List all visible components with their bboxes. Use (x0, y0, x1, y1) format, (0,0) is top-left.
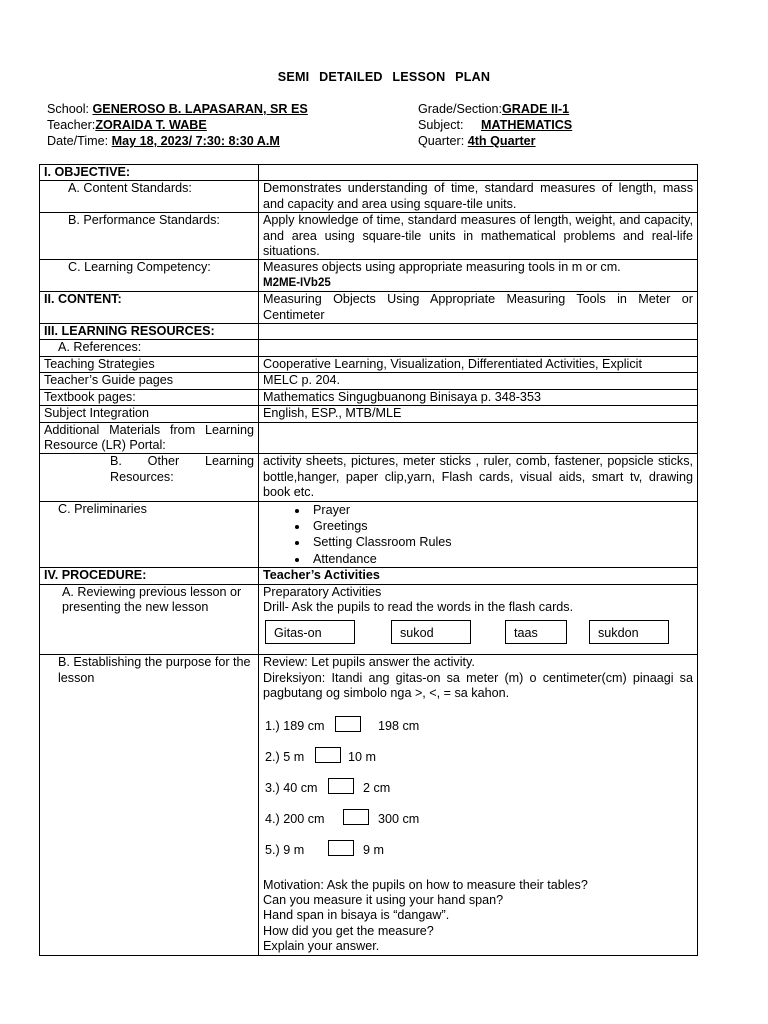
table-row (40, 584, 698, 655)
comparison-left: 2.) 5 m (265, 749, 305, 764)
establishing-label: B. Establishing the purpose for the lesson (40, 655, 259, 955)
subject-label: Subject: (418, 118, 464, 132)
reviewing-cell (259, 584, 698, 655)
table-row (40, 422, 698, 454)
flash-card: sukod (391, 620, 471, 644)
teacher-value: ZORAIDA T. WABE (95, 118, 207, 132)
table-row (40, 165, 698, 181)
motivation-line: How did you get the measure? (263, 923, 434, 938)
empty-cell (259, 340, 698, 356)
table-row (40, 260, 698, 292)
content-standards-text: Demonstrates understanding of time, standard measures of length, mass and capacity and area using square-tile units. (259, 181, 698, 213)
table-row (40, 373, 698, 389)
table-row (40, 454, 698, 501)
tg-text: MELC p. 204. (259, 373, 698, 389)
textbook-text: Mathematics Singugbuanong Binisaya p. 348-353 (259, 389, 698, 405)
answer-box[interactable] (315, 747, 341, 763)
table-row (40, 324, 698, 340)
teacher-activities-heading: Teacher’s Activities (259, 568, 698, 584)
motivation-line: Can you measure it using your hand span? (263, 893, 504, 907)
references-label: A. References: (40, 340, 259, 356)
datetime-value: May 18, 2023/ 7:30: 8:30 A.M (111, 134, 280, 148)
resources-heading: III. LEARNING RESOURCES: (40, 324, 259, 340)
flash-card: taas (505, 620, 567, 644)
other-resources-text: activity sheets, pictures, meter sticks , ruler, comb, fastener, popsicle sticks, bottle,hanger, paper clip,yarn, Flash cards, visual aids, smart tv, drawing book etc. (259, 454, 698, 501)
integration-label: Subject Integration (40, 406, 259, 422)
learning-competency-cell (259, 260, 698, 292)
preliminaries-list (263, 502, 693, 568)
school-line (47, 101, 308, 117)
strategies-label: Teaching Strategies (40, 356, 259, 372)
answer-box[interactable] (343, 809, 369, 825)
empty-cell (259, 324, 698, 340)
comparison-item (263, 779, 693, 810)
reviewing-label: A. Reviewing previous lesson or presenting the new lesson (40, 584, 259, 655)
comparison-item (263, 748, 693, 779)
flash-card: sukdon (589, 620, 669, 644)
comparison-item (263, 717, 693, 748)
objective-heading: I. OBJECTIVE: (40, 165, 259, 181)
quarter-line (418, 133, 536, 149)
motivation-line: Motivation: Ask the pupils on how to measure their tables? (263, 877, 588, 892)
table-row (40, 181, 698, 213)
list-item: • Attendance (309, 551, 693, 567)
list-item: • Prayer (309, 502, 693, 518)
empty-cell (259, 165, 698, 181)
performance-standards-text: Apply knowledge of time, standard measures of length, weight, and capacity, and area using square-tile units in mathematical problems and real-life situations. (259, 213, 698, 260)
datetime-line (47, 133, 280, 149)
comparison-item (263, 841, 693, 872)
table-row (40, 406, 698, 422)
table-row (40, 655, 698, 955)
tg-label: Teacher’s Guide pages (40, 373, 259, 389)
motivation-line: Explain your answer. (263, 939, 380, 954)
teacher-line (47, 117, 207, 133)
comparison-right: 198 cm (378, 718, 420, 733)
answer-box[interactable] (328, 840, 354, 856)
content-text: Measuring Objects Using Appropriate Measuring Tools in Meter or Centimeter (259, 292, 698, 324)
subject-line (418, 117, 572, 133)
other-resources-label-cell (40, 454, 259, 501)
flash-card: Gitas-on (265, 620, 355, 644)
competency-code: M2ME-IVb25 (263, 276, 331, 289)
performance-standards-label: B. Performance Standards: (40, 213, 259, 260)
grade-line (418, 101, 569, 117)
grade-label: Grade/Section: (418, 102, 503, 116)
textbook-label: Textbook pages: (40, 389, 259, 405)
learning-competency-label: C. Learning Competency: (40, 260, 259, 292)
comparison-left: 4.) 200 cm (265, 811, 325, 826)
table-row (40, 213, 698, 260)
table-row (40, 356, 698, 372)
content-heading: II. CONTENT: (40, 292, 259, 324)
establishing-cell (259, 655, 698, 955)
grade-value: GRADE II-1 (502, 102, 570, 116)
datetime-label: Date/Time: (47, 134, 109, 148)
table-row (40, 568, 698, 584)
direction-text: Direksiyon: Itandi ang gitas-on sa meter (m) o centimeter(cm) pinaagi sa pagbutang og simbolo nga >, <, = sa kahon. (263, 670, 693, 701)
table-row (40, 389, 698, 405)
table-row (40, 340, 698, 356)
comparison-left: 3.) 40 cm (265, 780, 318, 795)
list-item: • Greetings (309, 518, 693, 534)
other-resources-label: B. Other Learning Resources: (110, 454, 254, 484)
school-value: GENEROSO B. LAPASARAN, SR ES (92, 102, 308, 116)
page-title: SEMI DETAILED LESSON PLAN (277, 70, 491, 84)
preparatory-activities: Preparatory Activities (263, 584, 382, 599)
drill-text: Drill- Ask the pupils to read the words in the flash cards. (263, 599, 574, 614)
comparison-left: 5.) 9 m (265, 842, 305, 857)
list-item: • Setting Classroom Rules (309, 534, 693, 550)
table-row (40, 501, 698, 568)
answer-box[interactable] (335, 716, 361, 732)
teacher-label: Teacher: (47, 118, 96, 132)
integration-text: English, ESP., MTB/MLE (259, 406, 698, 422)
comparison-left: 1.) 189 cm (265, 718, 325, 733)
quarter-value: 4th Quarter (467, 134, 536, 148)
preliminaries-label: C. Preliminaries (40, 501, 259, 568)
content-standards-label: A. Content Standards: (40, 181, 259, 213)
learning-competency-text: Measures objects using appropriate measuring tools in m or cm. (263, 260, 621, 275)
comparison-right: 300 cm (378, 811, 420, 826)
procedure-heading: IV. PROCEDURE: (40, 568, 259, 584)
review-text: Review: Let pupils answer the activity. (263, 655, 475, 670)
preliminaries-cell (259, 501, 698, 568)
answer-box[interactable] (328, 778, 354, 794)
strategies-text: Cooperative Learning, Visualization, Differentiated Activities, Explicit (259, 356, 698, 372)
additional-label: Additional Materials from Learning Resource (LR) Portal: (40, 422, 259, 454)
comparison-item (263, 810, 693, 841)
flash-cards (263, 620, 693, 646)
table-row (40, 292, 698, 324)
lesson-plan-table (39, 164, 698, 956)
quarter-label: Quarter: (418, 134, 465, 148)
motivation-line: Hand span in bisaya is “dangaw”. (263, 908, 450, 923)
subject-value: MATHEMATICS (481, 118, 573, 132)
school-label: School: (47, 102, 90, 116)
comparison-right: 2 cm (363, 780, 391, 795)
comparison-right: 9 m (363, 842, 384, 857)
empty-cell (259, 422, 698, 454)
comparison-right: 10 m (348, 749, 376, 764)
